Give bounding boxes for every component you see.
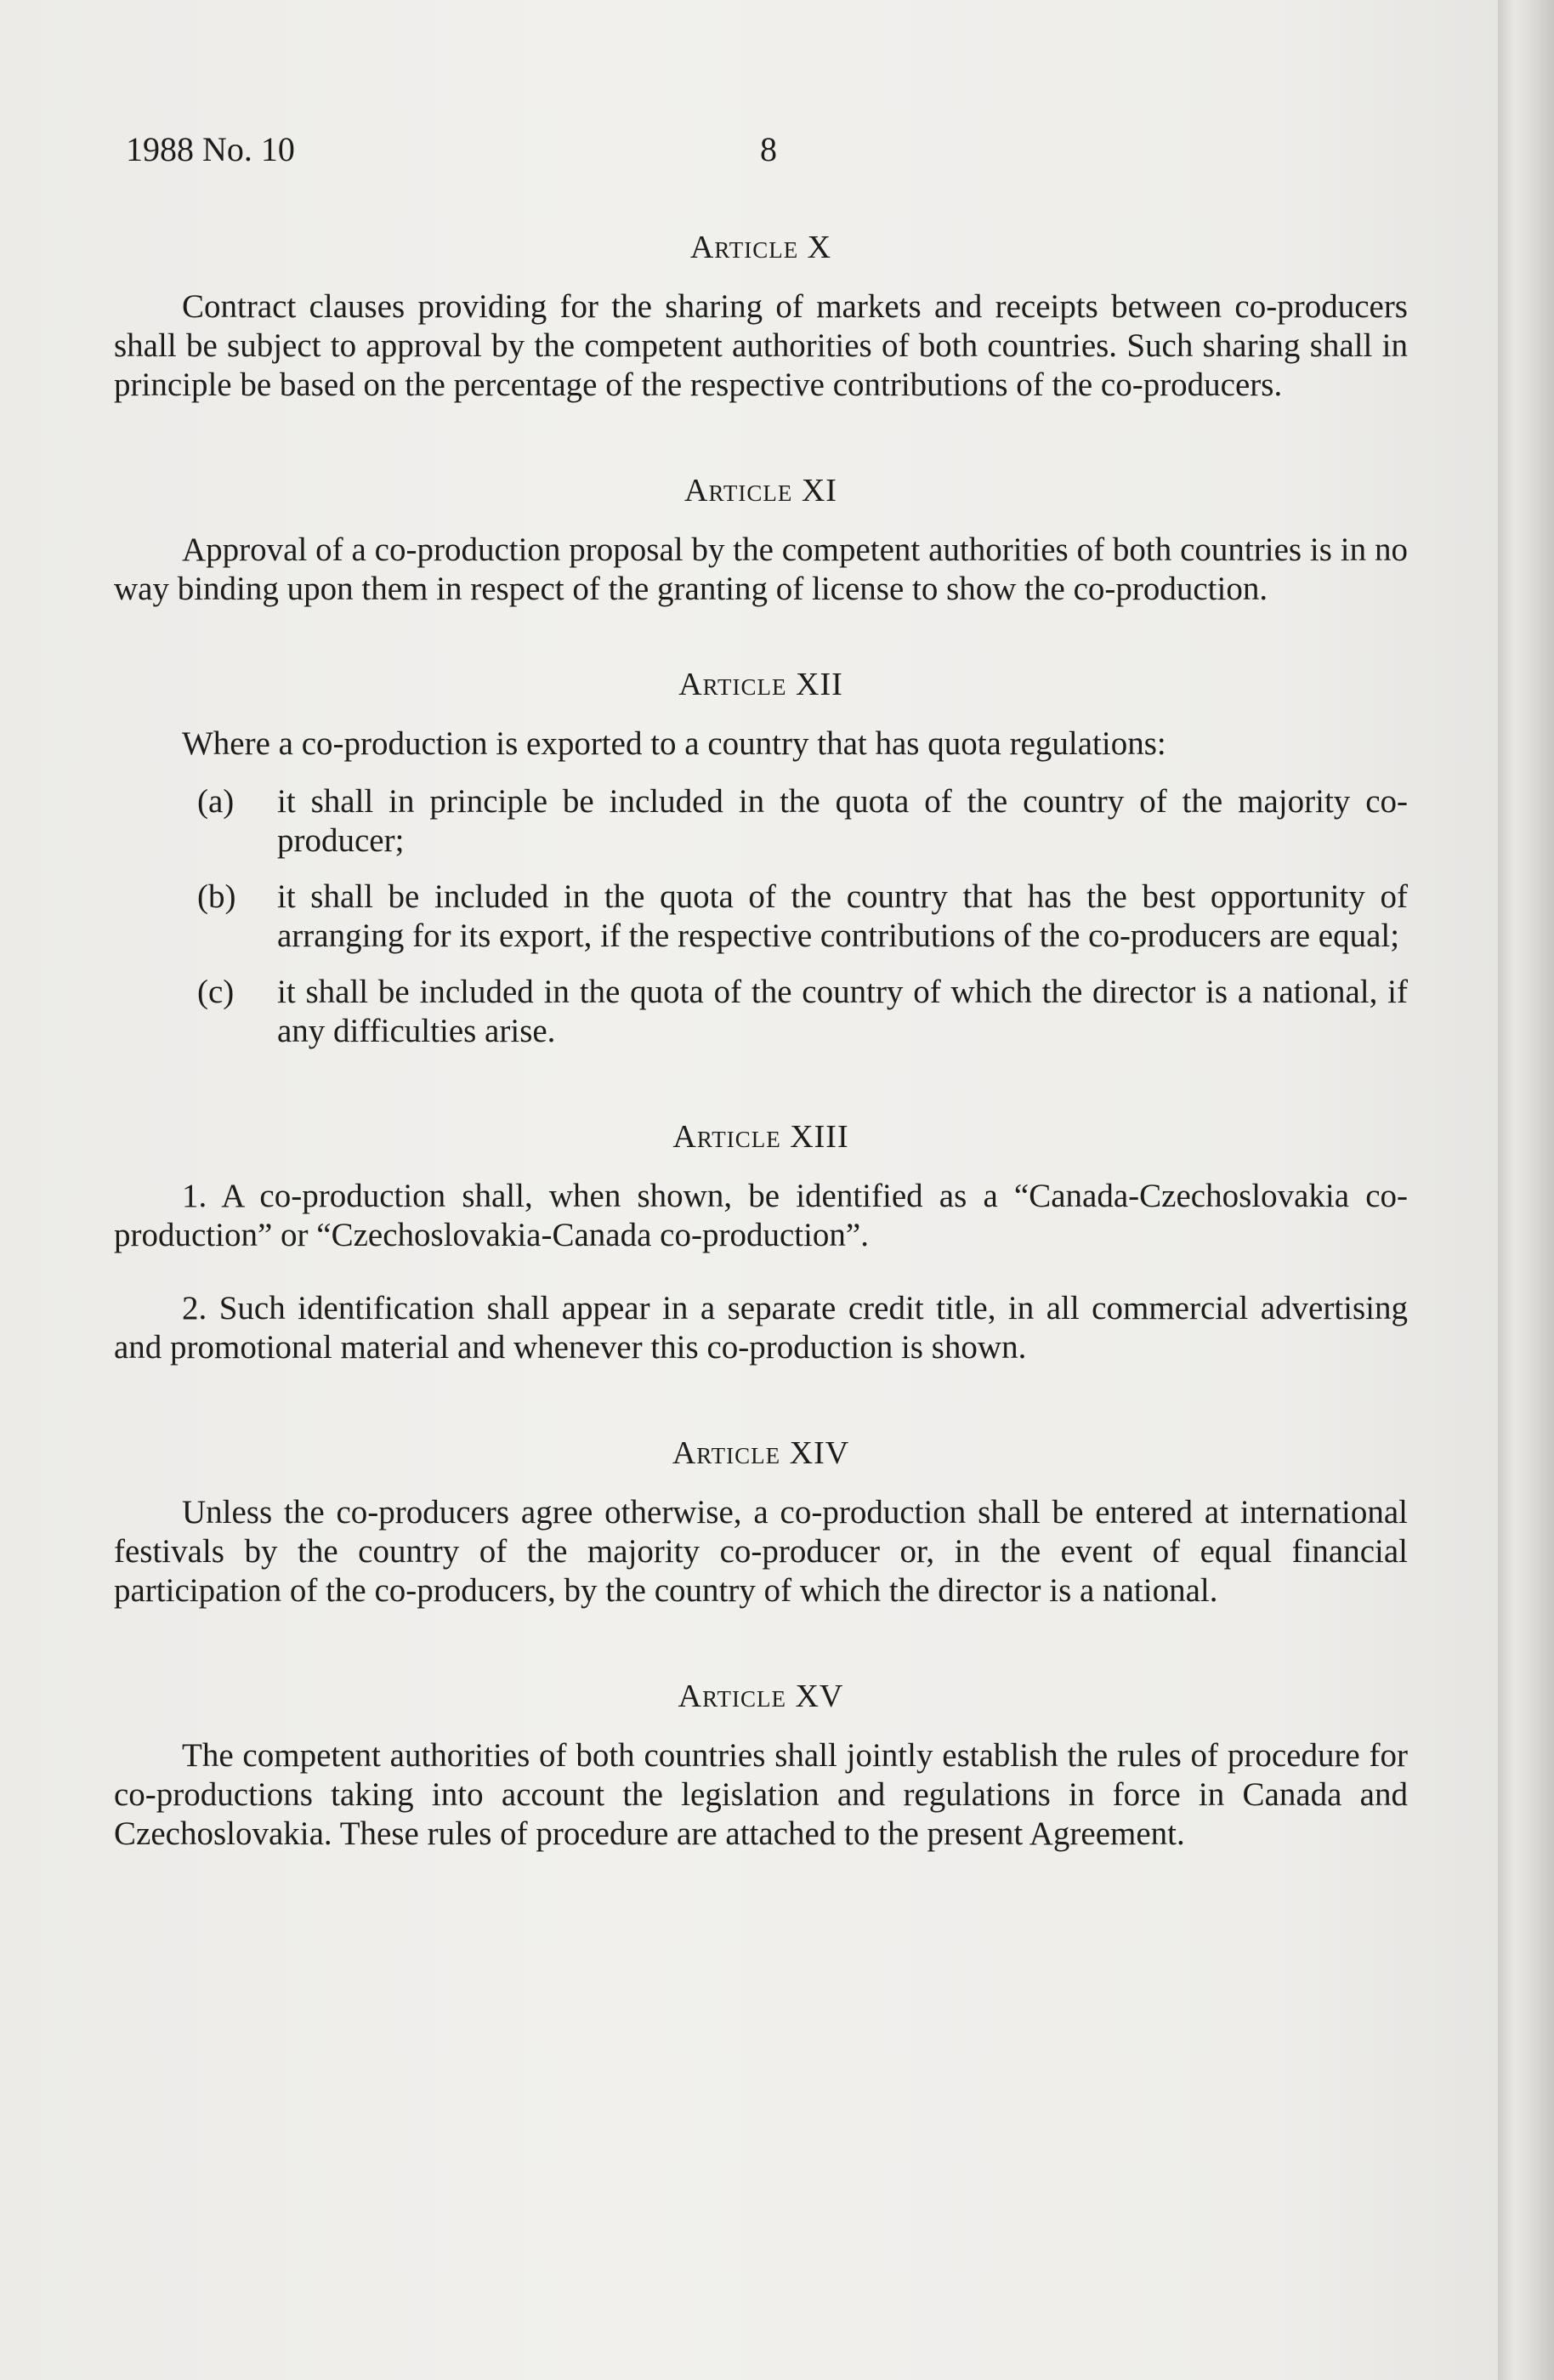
article-xv-title: Article XV bbox=[678, 1678, 844, 1714]
article-xi-title: Article XI bbox=[684, 473, 837, 508]
list-item-text: it shall be included in the quota of the country of which the director is a national, if any difficulties arise. bbox=[277, 974, 1408, 1049]
article-xv-text: The competent authorities of both countries shall jointly establish the rules of procedure for co-productions taking into account the legislation and regulations in force in Canada and Czechoslovakia. These rules of procedure are attached to the present Agreement. bbox=[114, 1737, 1408, 1852]
page-edge bbox=[1498, 0, 1554, 2380]
article-xiii-title: Article XIII bbox=[672, 1119, 849, 1155]
list-item-marker: (a) bbox=[197, 783, 235, 820]
article-xi-text: Approval of a co-production proposal by the competent authorities of both countries is in no way binding upon them in respect of the granting of license to show the co-production. bbox=[114, 531, 1408, 607]
article-xii-title: Article XII bbox=[678, 667, 843, 702]
article-xiv-title: Article XIV bbox=[672, 1435, 850, 1471]
page-number: 8 bbox=[760, 130, 777, 168]
article-x-text: Contract clauses providing for the sharing of markets and receipts between co-producers shall be subject to approval by the competent authorities of both countries. Such sharing shall in principle be based on the percentage of the respective contributions of the co-producers. bbox=[114, 288, 1408, 403]
article-xii-list bbox=[114, 782, 1408, 1051]
list-item bbox=[114, 973, 1408, 1051]
list-item bbox=[114, 782, 1408, 861]
list-item-text: it shall in principle be included in the quota of the country of the majority co-producer; bbox=[277, 783, 1408, 859]
article-xiii-para-2: 2. Such identification shall appear in a separate credit title, in all commercial advertising and promotional material and whenever this co-production is shown. bbox=[114, 1290, 1408, 1366]
article-xiii-para-1: 1. A co-production shall, when shown, be identified as a “Canada-Czechoslovakia co-production” or “Czechoslovakia-Canada co-production”. bbox=[114, 1178, 1408, 1253]
article-x-title: Article X bbox=[689, 230, 832, 265]
article-xii-intro: Where a co-production is exported to a country that has quota regulations: bbox=[182, 725, 1166, 762]
article-column bbox=[114, 228, 1408, 1854]
article-xiv-text: Unless the co-producers agree otherwise, a co-production shall be entered at international festivals by the country of the majority co-producer or, in the event of equal financial participation of the co-producers, by the country of which the director is a national. bbox=[114, 1494, 1408, 1609]
list-item bbox=[114, 878, 1408, 956]
list-item-marker: (b) bbox=[197, 878, 236, 915]
publication-number: 1988 No. 10 bbox=[126, 130, 295, 168]
list-item-marker: (c) bbox=[197, 974, 235, 1010]
list-item-text: it shall be included in the quota of the country that has the best opportunity of arranging for its export, if the respective contributions of the co-producers are equal; bbox=[277, 878, 1408, 954]
